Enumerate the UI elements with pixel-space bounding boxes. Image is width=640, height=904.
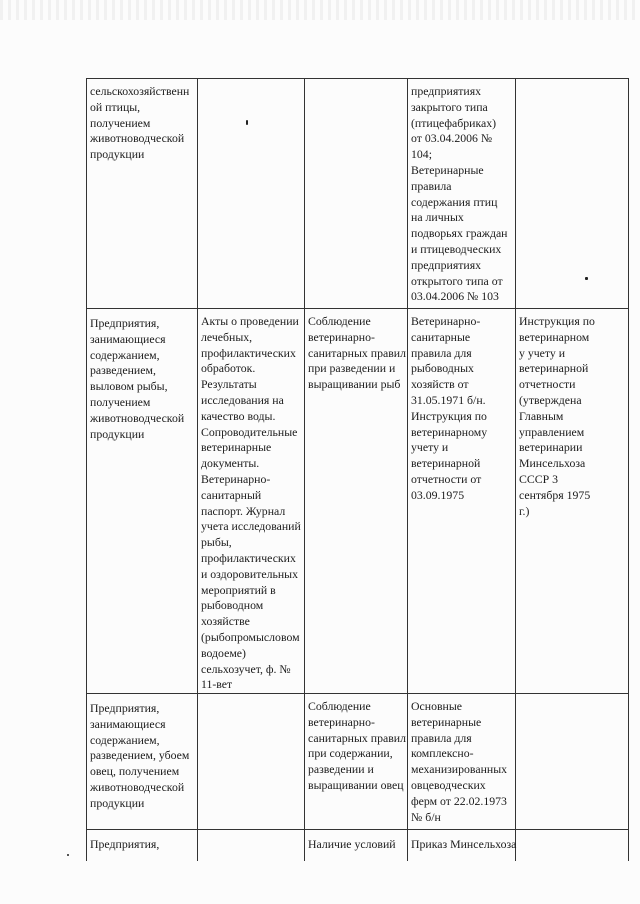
cell-r3-c3: Соблюдение ветеринарно- санитарных правил при содержании, разведении и выращивании овец <box>305 694 408 830</box>
cell-r4-c1: Предприятия, <box>87 830 198 861</box>
cell-r4-c3: Наличие условий <box>305 830 408 861</box>
cell-r1-c2 <box>198 79 305 309</box>
cell-r2-c4: Ветеринарно- санитарные правила для рыбоводных хозяйств от 31.05.1971 б/н. Инструкция по ветеринарному учету и ветеринарной отчетности от 03.09.1975 <box>408 309 516 694</box>
cell-r3-c1: Предприятия, занимающиеся содержанием, разведением, убоем овец, получением животноводческой продукции <box>87 694 198 830</box>
cell-r2-c1: Предприятия, занимающиеся содержанием, разведением, выловом рыбы, получением животноводческой продукции <box>87 309 198 694</box>
cell-r3-c4: Основные ветеринарные правила для комплексно- механизированных овцеводческих ферм от 22.02.1973 № б/н <box>408 694 516 830</box>
scan-speck <box>67 854 69 856</box>
cell-r2-c3: Соблюдение ветеринарно- санитарных правил при разведении и выращивании рыб <box>305 309 408 694</box>
cell-r4-c5 <box>516 830 629 861</box>
scan-artifact-band <box>0 0 640 20</box>
cell-r1-c4: предприятиях закрытого типа (птицефабриках) от 03.04.2006 № 104; Ветеринарные правила содержания птиц на личных подворьях граждан и птицеводческих предприятиях открытого типа от 03.04.2006 № 103 <box>408 79 516 309</box>
cell-r2-c2: Акты о проведении лечебных, профилактических обработок. Результаты исследования на качество воды. Сопроводительные ветеринарные документы. Ветеринарно- санитарный паспорт. Журнал учета исследований рыбы, профилактических и оздоровительных мероприятий в рыбоводном хозяйстве (рыбопромысловом водоеме) сельхозучет, ф. № 11-вет <box>198 309 305 694</box>
cell-r1-c3 <box>305 79 408 309</box>
cell-r2-c5: Инструкция по ветеринарном у учету и ветеринарной отчетности (утверждена Главным управлением ветеринарии Минсельхоза СССР 3 сентября 1975 г.) <box>516 309 629 694</box>
cell-r1-c1: сельскохозяйственн ой птицы, получением животноводческой продукции <box>87 79 198 309</box>
cell-r4-c4: Приказ Минсельхоза <box>408 830 516 861</box>
regulations-table <box>86 78 629 861</box>
cell-r3-c5 <box>516 694 629 830</box>
cell-r3-c2 <box>198 694 305 830</box>
cell-r1-c5 <box>516 79 629 309</box>
cell-r4-c2 <box>198 830 305 861</box>
